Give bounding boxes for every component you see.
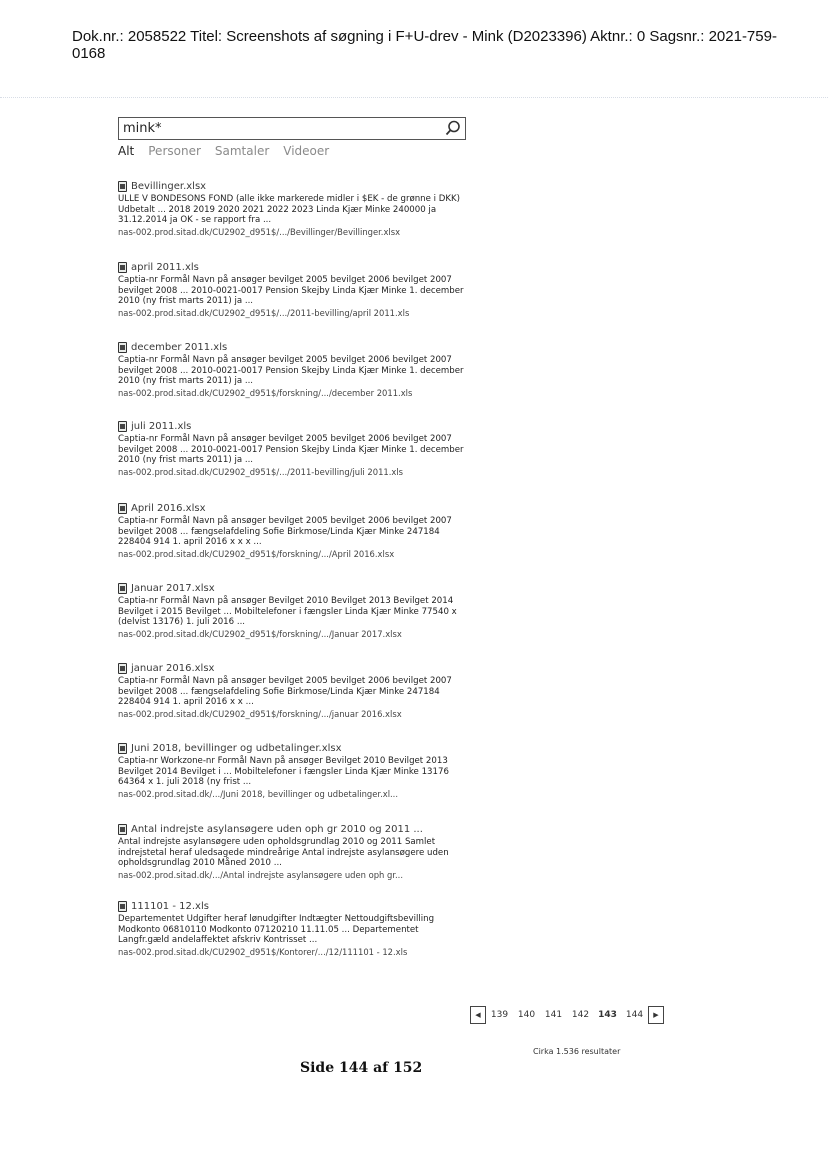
document-header: Dok.nr.: 2058522 Titel: Screenshots af søgning i F+U-drev - Mink (D2023396) Aktnr.: 0 Sagsnr.: 2021-759-0168	[72, 28, 777, 62]
excel-file-icon	[118, 503, 127, 514]
result-title-link[interactable]	[118, 900, 468, 913]
list-item	[118, 742, 468, 800]
result-title: Bevillinger.xlsx	[131, 181, 207, 192]
result-title-link[interactable]	[118, 420, 468, 433]
list-item	[118, 420, 468, 478]
result-path[interactable]: nas-002.prod.sitad.dk/CU2902_d951$/forskning/.../April 2016.xlsx	[118, 548, 395, 559]
result-path[interactable]: nas-002.prod.sitad.dk/CU2902_d951$/Kontorer/.../12/111101 - 12.xls	[118, 946, 408, 957]
result-title: 111101 - 12.xls	[131, 901, 209, 912]
result-title-link[interactable]	[118, 341, 468, 354]
result-snippet: ULLE V BONDESONS FOND (alle ikke markerede midler i $EK - de grønne i DKK) Udbetalt ... 2018 2019 2020 2021 2022 2023 Linda Kjær Minke 240000 ja 31.12.2014 ja OK - se rapport fra ...	[118, 194, 461, 225]
excel-file-icon	[118, 583, 127, 594]
result-snippet: Captia-nr Workzone-nr Formål Navn på ansøger Bevilget 2010 Bevilget 2013 Bevilget 2014 Bevilget i ... Mobiltelefoner i fængsler Linda Kjær Minke 13176 64364 x 1. juli 2018 (ny frist ...	[118, 756, 449, 787]
result-snippet: Captia-nr Formål Navn på ansøger bevilget 2005 bevilget 2006 bevilget 2007 bevilget 2008 ... 2010-0021-0017 Pension Skejby Linda Kjær Minke 1. december 2010 (ny frist marts 2011) ja ...	[118, 275, 464, 306]
result-path[interactable]: nas-002.prod.sitad.dk/CU2902_d951$/forskning/.../Januar 2017.xlsx	[118, 628, 402, 639]
excel-file-icon	[118, 901, 127, 912]
result-title: Juni 2018, bevillinger og udbetalinger.xlsx	[131, 743, 342, 754]
excel-file-icon	[118, 824, 127, 835]
result-title: december 2011.xls	[131, 342, 228, 353]
result-path[interactable]: nas-002.prod.sitad.dk/CU2902_d951$/.../2011-bevilling/juli 2011.xls	[118, 466, 404, 477]
result-title: Antal indrejste asylansøgere uden oph gr 2010 og 2011 ...	[131, 824, 423, 835]
list-item	[118, 582, 468, 640]
result-title-link[interactable]	[118, 742, 468, 755]
result-title-link[interactable]	[118, 662, 468, 675]
result-snippet: Captia-nr Formål Navn på ansøger bevilget 2005 bevilget 2006 bevilget 2007 bevilget 2008 ... fængselafdeling Sofie Birkmose/Linda Kjær Minke 247184 228404 914 1. april 2016 x x x ...	[118, 516, 452, 547]
pagination	[470, 1005, 664, 1025]
result-path[interactable]: nas-002.prod.sitad.dk/.../Antal indrejste asylansøgere uden oph gr...	[118, 869, 404, 880]
page-link[interactable]: 142	[571, 1010, 590, 1020]
result-title: januar 2016.xlsx	[131, 663, 215, 674]
result-path[interactable]: nas-002.prod.sitad.dk/CU2902_d951$/.../Bevillinger/Bevillinger.xlsx	[118, 226, 401, 237]
search-box[interactable]	[118, 117, 466, 140]
search-icon[interactable]	[444, 119, 462, 137]
tab-samtaler[interactable]: Samtaler	[214, 144, 270, 158]
result-title-link[interactable]	[118, 823, 468, 836]
result-path[interactable]: nas-002.prod.sitad.dk/CU2902_d951$/.../2011-bevilling/april 2011.xls	[118, 307, 410, 318]
divider	[0, 97, 828, 98]
page-number: Side 144 af 152	[300, 1060, 423, 1076]
result-title-link[interactable]	[118, 261, 468, 274]
excel-file-icon	[118, 181, 127, 192]
list-item	[118, 180, 468, 238]
page-link[interactable]: 139	[490, 1010, 509, 1020]
tab-personer[interactable]: Personer	[148, 144, 201, 158]
list-item	[118, 261, 468, 319]
list-item	[118, 502, 468, 560]
result-snippet: Captia-nr Formål Navn på ansøger bevilget 2005 bevilget 2006 bevilget 2007 bevilget 2008 ... 2010-0021-0017 Pension Skejby Linda Kjær Minke 1. december 2010 (ny frist marts 2011) ja ...	[118, 355, 464, 386]
chevron-right-icon[interactable]: ▶	[648, 1006, 664, 1024]
result-title: april 2011.xls	[131, 262, 199, 273]
result-path[interactable]: nas-002.prod.sitad.dk/.../Juni 2018, bevillinger og udbetalinger.xl...	[118, 788, 399, 799]
result-title: April 2016.xlsx	[131, 503, 206, 514]
result-title: Januar 2017.xlsx	[131, 583, 215, 594]
search-tabs	[118, 144, 329, 158]
result-count: Cirka 1.536 resultater	[533, 1047, 621, 1056]
list-item	[118, 900, 468, 958]
result-snippet: Captia-nr Formål Navn på ansøger bevilget 2005 bevilget 2006 bevilget 2007 bevilget 2008 ... fængselafdeling Sofie Birkmose/Linda Kjær Minke 247184 228404 914 1. april 2016 x x ...	[118, 676, 452, 707]
excel-file-icon	[118, 262, 127, 273]
result-title-link[interactable]	[118, 180, 468, 193]
result-path[interactable]: nas-002.prod.sitad.dk/CU2902_d951$/forskning/.../januar 2016.xlsx	[118, 708, 402, 719]
page-link[interactable]: 144	[625, 1010, 644, 1020]
tab-videoer[interactable]: Videoer	[283, 144, 330, 158]
result-title: juli 2011.xls	[131, 421, 192, 432]
result-title-link[interactable]	[118, 582, 468, 595]
list-item	[118, 823, 468, 881]
result-snippet: Captia-nr Formål Navn på ansøger Bevilget 2010 Bevilget 2013 Bevilget 2014 Bevilget i 2015 Bevilget ... Mobiltelefoner i fængsler Linda Kjær Minke 77540 x (delvist 13176) 1. juli 2016 ...	[118, 596, 457, 627]
result-path[interactable]: nas-002.prod.sitad.dk/CU2902_d951$/forskning/.../december 2011.xls	[118, 387, 413, 398]
list-item	[118, 662, 468, 720]
excel-file-icon	[118, 663, 127, 674]
excel-file-icon	[118, 743, 127, 754]
page-link[interactable]: 141	[544, 1010, 563, 1020]
result-title-link[interactable]	[118, 502, 468, 515]
list-item	[118, 341, 468, 399]
page-link-current[interactable]: 143	[598, 1010, 617, 1020]
result-snippet: Antal indrejste asylansøgere uden opholdsgrundlag 2010 og 2011 Samlet indrejstetal heraf uledsagede mindreårige Antal indrejste asylansøgere uden opholdsgrundlag 2010 Måned 2010 ...	[118, 837, 449, 868]
excel-file-icon	[118, 421, 127, 432]
result-snippet: Departementet Udgifter heraf lønudgifter Indtægter Nettoudgiftsbevilling Modkonto 06810110 Modkonto 07120210 11.11.05 ... Departementet Langfr.gæld andelaffektet afskriv Kontrisset ...	[118, 914, 435, 945]
chevron-left-icon[interactable]: ◀	[470, 1006, 486, 1024]
tab-alt[interactable]: Alt	[118, 144, 135, 158]
search-input[interactable]	[123, 119, 423, 137]
result-snippet: Captia-nr Formål Navn på ansøger bevilget 2005 bevilget 2006 bevilget 2007 bevilget 2008 ... 2010-0021-0017 Pension Skejby Linda Kjær Minke 1. december 2010 (ny frist marts 2011) ja ...	[118, 434, 464, 465]
page-link[interactable]: 140	[517, 1010, 536, 1020]
excel-file-icon	[118, 342, 127, 353]
